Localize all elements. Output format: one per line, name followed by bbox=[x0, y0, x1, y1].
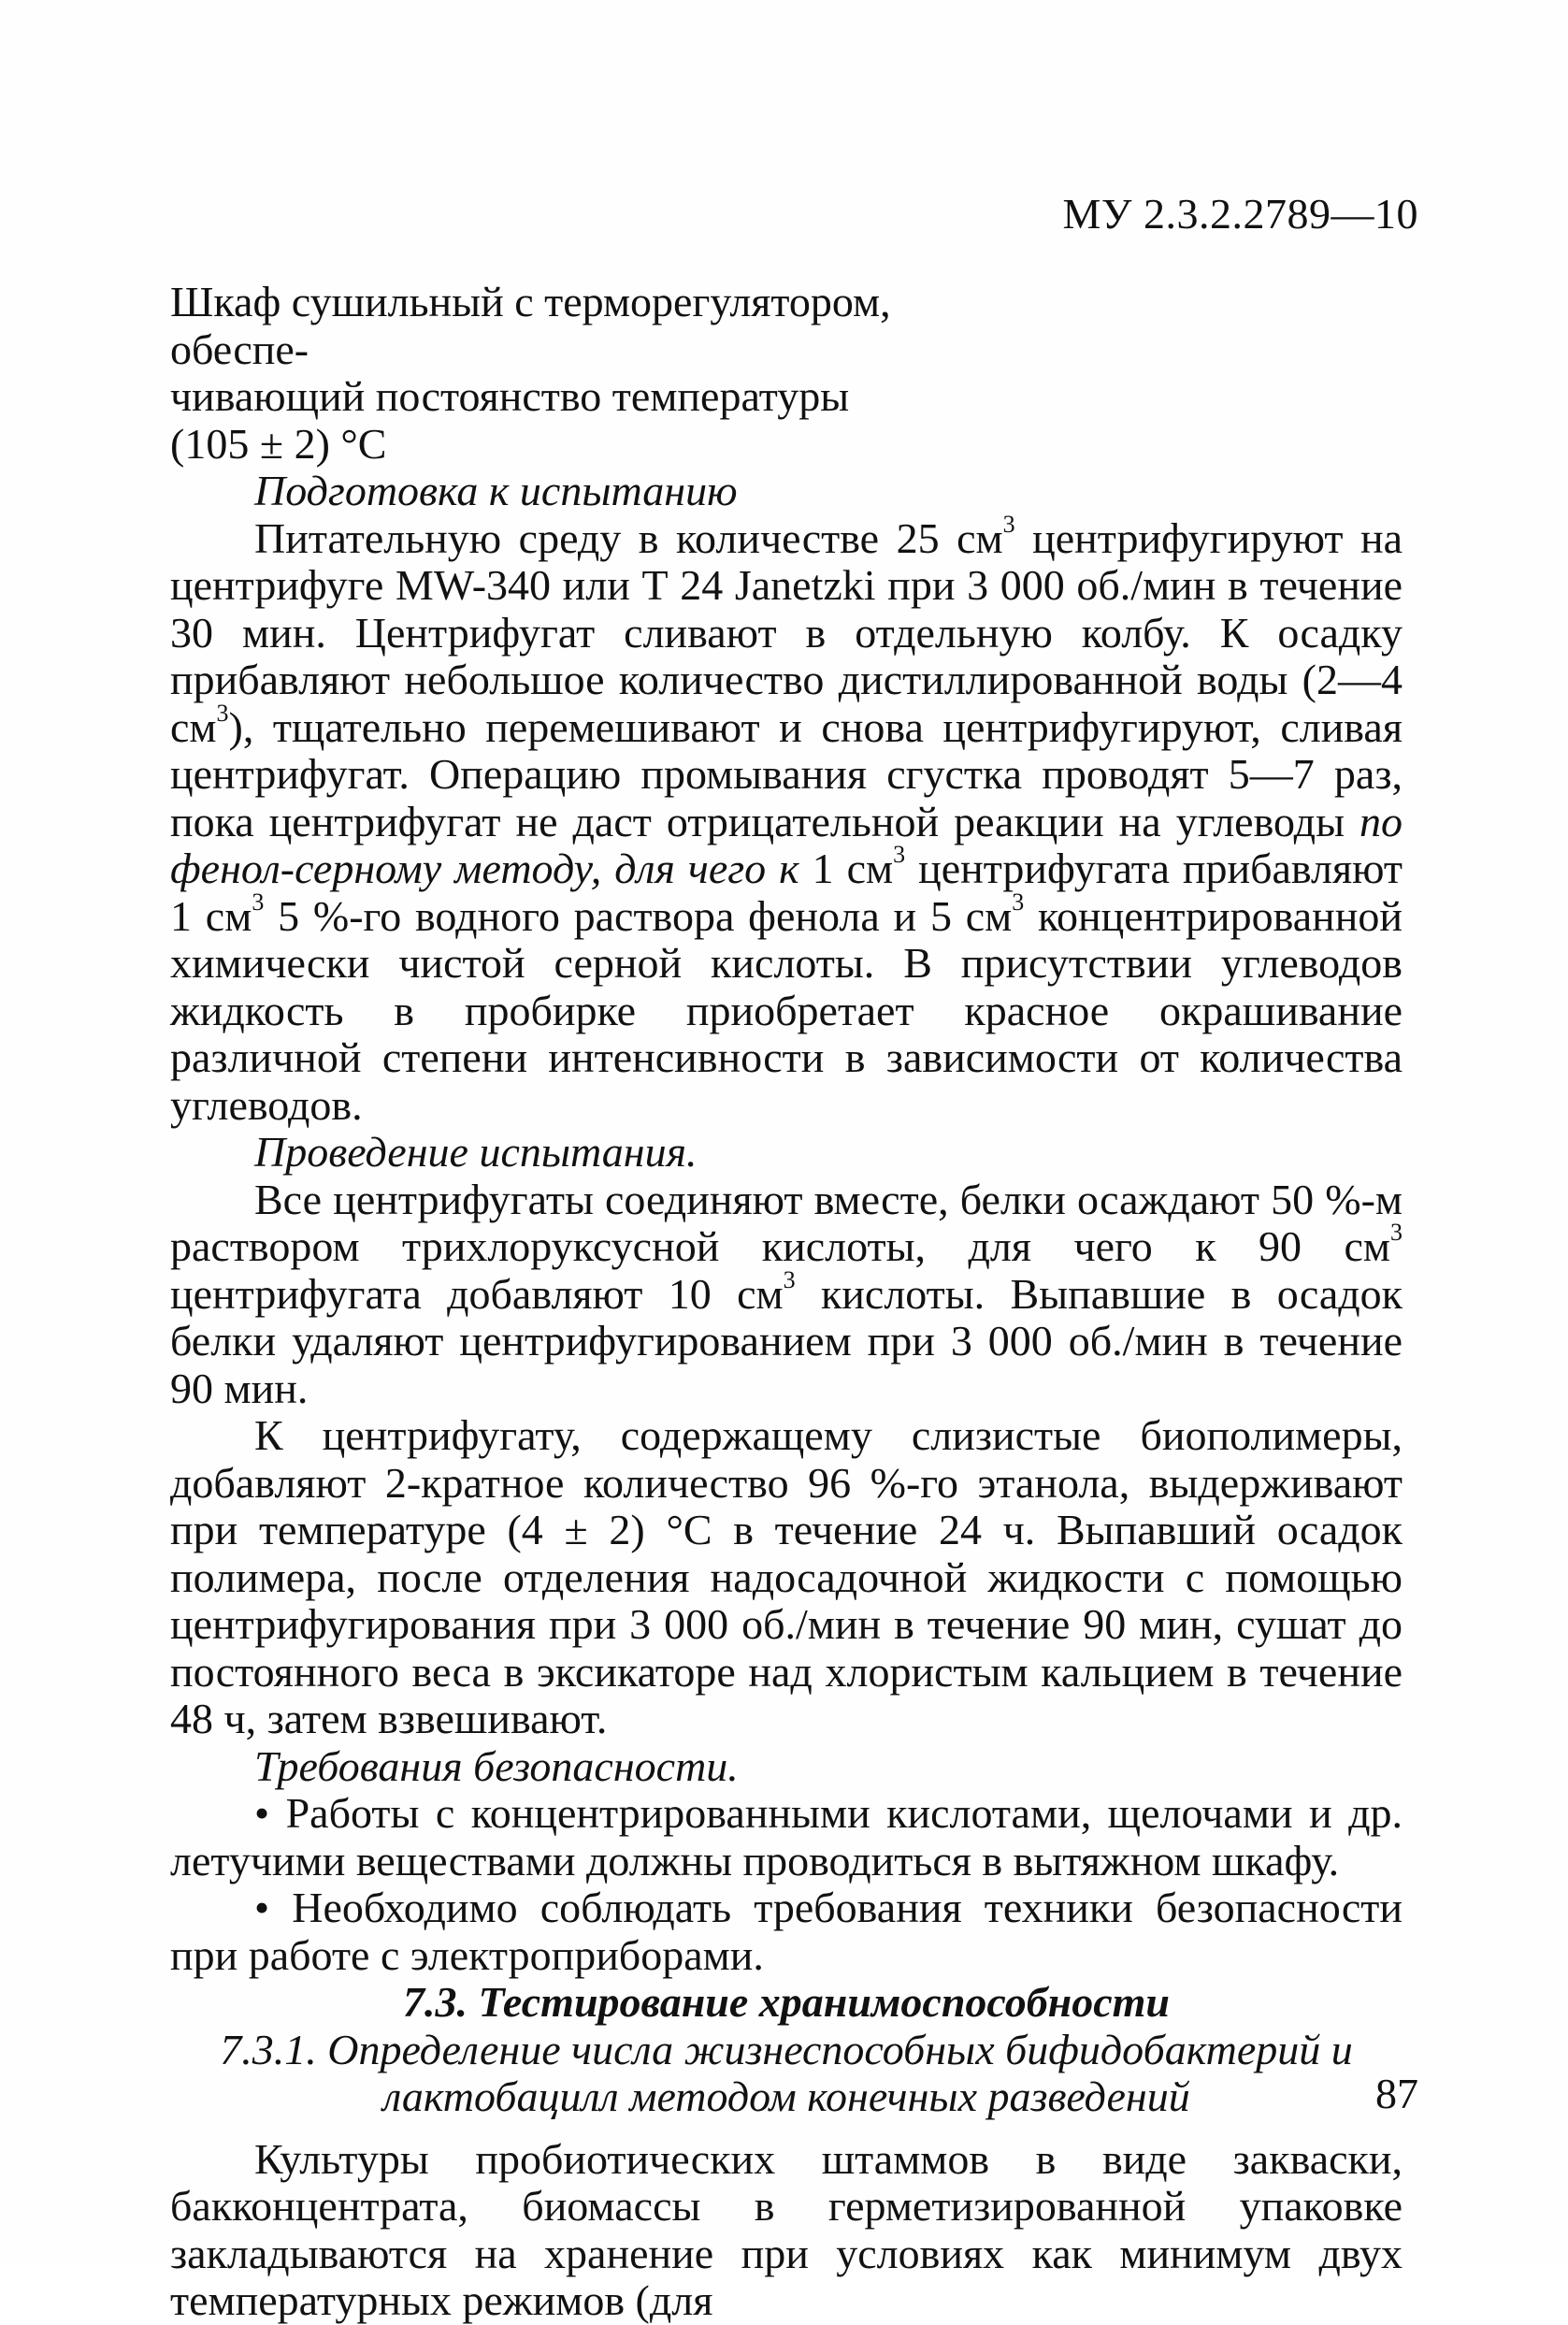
text-fragment-italic: по фенол-серному методу, для чего к bbox=[170, 797, 1403, 892]
section-title-preparation: Подготовка к испытанию bbox=[254, 467, 738, 514]
document-code: МУ 2.3.2.2789—10 bbox=[1062, 190, 1418, 238]
section-heading-text: 7.3. Тестирование хранимоспособности bbox=[403, 1978, 1170, 2026]
superscript: 3 bbox=[1012, 888, 1025, 916]
text-fragment: 5 %-го водного раствора фенола и 5 см bbox=[264, 891, 1013, 940]
superscript: 3 bbox=[893, 841, 906, 868]
text-fragment: центрифугируют на центрифуге MW-340 или Т 24 Janetzki при 3 000 об./мин в течение 30 мин. Центрифугат сливают в отдельную колбу. К осадку прибавляют небольшое количество дистиллированной воды (2—4 см bbox=[170, 513, 1403, 751]
superscript: 3 bbox=[252, 888, 265, 916]
text-fragment: концентрированной химически чистой серной кислоты. В присутствии углеводов жидкость в пробирке приобретает красное окрашивание различной степени интенсивности в зависимости от количества углеводов. bbox=[170, 891, 1403, 1129]
text-fragment: ), тщательно перемешивают и снова центрифугируют, сливая центрифугат. Операцию промывания сгустка проводят 5—7 раз, пока центрифугат не даст отрицательной реакции на углеводы bbox=[170, 702, 1403, 845]
paragraph-storage: Культуры пробиотических штаммов в виде закваски, бакконцентрата, биомассы в герметизированной упаковке закладываются на хранение при условиях как минимум двух температурных режимов (для bbox=[170, 2134, 1403, 2324]
text-fragment: Питательную среду в количестве 25 см bbox=[254, 513, 1003, 562]
equipment-line-3: (105 ± 2) °С bbox=[170, 419, 387, 468]
bullet-item-1: • Работы с концентрированными кислотами, щелочами и др. летучими веществами должны проводиться в вытяжном шкафу. bbox=[170, 1789, 1403, 1885]
text-fragment: кислоты. Выпавшие в осадок белки удаляют центрифугированием при 3 000 об./мин в течение 90 мин. bbox=[170, 1269, 1403, 1412]
section-title-test: Проведение испытания. bbox=[254, 1128, 698, 1176]
superscript: 3 bbox=[216, 699, 229, 727]
page-number: 87 bbox=[1375, 2070, 1418, 2117]
equipment-line-1: Шкаф сушильный с терморегулятором, обеспе- bbox=[170, 278, 891, 373]
section-title-safety: Требования безопасности. bbox=[254, 1741, 739, 1790]
page-content bbox=[170, 279, 1403, 2325]
paragraph-preparation bbox=[170, 510, 1403, 1130]
paragraph-test-2: К центрифугату, содержащему слизистые биополимеры, добавляют 2-кратное количество 96 %-го этанола, выдерживают при температуре (4 ± 2) °С в течение 24 ч. Выпавший осадок полимера, после отделения надосадочной жидкости с помощью центрифугирования при 3 000 об./мин в течение 90 мин, сушат до постоянного веса в эксикаторе над хлористым кальцием в течение 48 ч, затем взвешивают. bbox=[170, 1411, 1403, 1742]
text-fragment: центрифугата прибавляют 1 см bbox=[170, 845, 1403, 940]
bullet-item-2: • Необходимо соблюдать требования техники безопасности при работе с электроприборами. bbox=[170, 1884, 1403, 1979]
paragraph-test-1 bbox=[170, 1177, 1403, 1413]
superscript: 3 bbox=[783, 1265, 796, 1293]
text-fragment: 1 см bbox=[798, 845, 894, 892]
text-fragment: центрифугата добавляют 10 см bbox=[170, 1269, 784, 1318]
equipment-line-2: чивающий постоянство температуры bbox=[170, 372, 850, 420]
superscript: 3 bbox=[1390, 1219, 1403, 1246]
section-heading-7-3 bbox=[170, 1979, 1403, 2027]
text-fragment: Все центрифугаты соединяют вместе, белки осаждают 50 %-м раствором трихлоруксусной кислоты, для чего к 90 см bbox=[170, 1175, 1403, 1270]
superscript: 3 bbox=[1002, 510, 1015, 538]
subsection-heading-line-1: 7.3.1. Определение числа жизнеспособных бифидобактерий и bbox=[220, 2025, 1353, 2073]
subsection-heading-line-2: лактобацилл методом конечных разведений bbox=[382, 2072, 1190, 2120]
equipment-item bbox=[170, 279, 993, 468]
